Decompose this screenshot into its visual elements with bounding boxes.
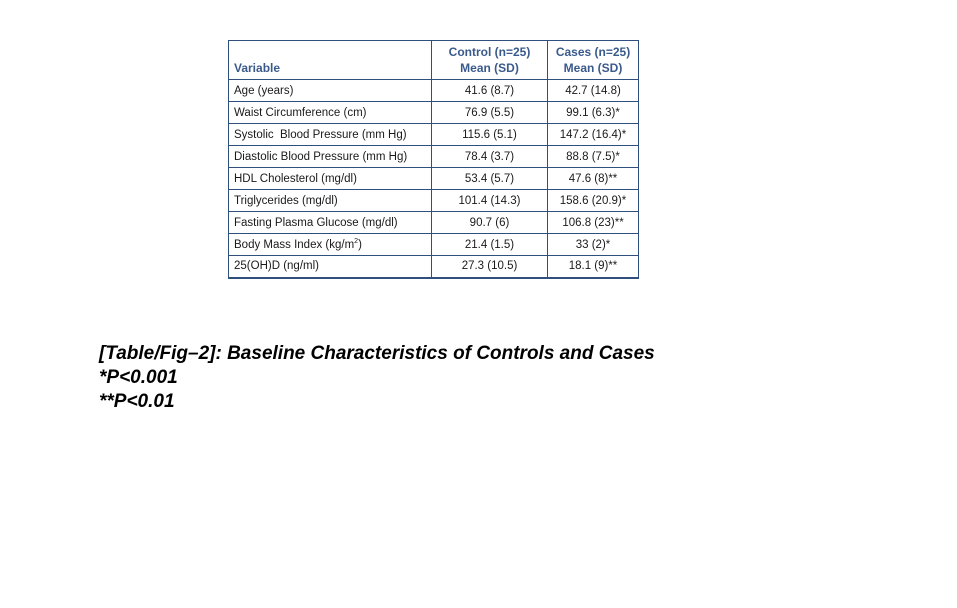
- cases-header-line2: Mean (SD): [563, 61, 623, 75]
- cases-cell: 42.7 (14.8): [548, 80, 639, 102]
- caption-note-p01: **P<0.01: [99, 391, 175, 412]
- control-column-header: [432, 41, 548, 80]
- table-row: [229, 124, 639, 146]
- variable-column-header: Variable: [229, 41, 432, 80]
- control-cell: 27.3 (10.5): [432, 256, 548, 278]
- table-row: [229, 146, 639, 168]
- table-row: [229, 80, 639, 102]
- bmi-label-suffix: ): [358, 238, 362, 251]
- control-cell: 21.4 (1.5): [432, 234, 548, 256]
- control-cell: 53.4 (5.7): [432, 168, 548, 190]
- variable-cell: HDL Cholesterol (mg/dl): [229, 168, 432, 190]
- table-row: [229, 190, 639, 212]
- variable-cell: Age (years): [229, 80, 432, 102]
- cases-cell: 47.6 (8)**: [548, 168, 639, 190]
- cases-cell: 147.2 (16.4)*: [548, 124, 639, 146]
- cases-header-line1: Cases (n=25): [555, 45, 631, 59]
- figure-caption: [99, 342, 655, 414]
- control-cell: 115.6 (5.1): [432, 124, 548, 146]
- table-row: [229, 102, 639, 124]
- table-row: [229, 212, 639, 234]
- control-cell: 76.9 (5.5): [432, 102, 548, 124]
- control-cell: 101.4 (14.3): [432, 190, 548, 212]
- table-row: [229, 234, 639, 256]
- table-header-row: [229, 41, 639, 80]
- variable-cell: Fasting Plasma Glucose (mg/dl): [229, 212, 432, 234]
- control-cell: 41.6 (8.7): [432, 80, 548, 102]
- cases-cell: 158.6 (20.9)*: [548, 190, 639, 212]
- bmi-label-superscript: 2: [354, 238, 359, 246]
- cases-cell: 106.8 (23)**: [548, 212, 639, 234]
- cases-column-header: [548, 41, 639, 80]
- bmi-label-prefix: Body Mass Index (kg/m: [234, 238, 355, 251]
- variable-cell: Systolic Blood Pressure (mm Hg): [229, 124, 432, 146]
- cases-cell: 88.8 (7.5)*: [548, 146, 639, 168]
- variable-cell: Triglycerides (mg/dl): [229, 190, 432, 212]
- variable-cell: Waist Circumference (cm): [229, 102, 432, 124]
- control-header-line2: Mean (SD): [460, 61, 519, 75]
- cases-cell: 99.1 (6.3)*: [548, 102, 639, 124]
- caption-note-p001: *P<0.001: [99, 367, 178, 388]
- table-row: [229, 256, 639, 278]
- table-row: [229, 168, 639, 190]
- control-cell: 90.7 (6): [432, 212, 548, 234]
- variable-cell: Diastolic Blood Pressure (mm Hg): [229, 146, 432, 168]
- baseline-characteristics-table: [228, 40, 639, 279]
- variable-cell: 25(OH)D (ng/ml): [229, 256, 432, 278]
- cases-cell: 33 (2)*: [548, 234, 639, 256]
- characteristics-table-container: [228, 40, 638, 279]
- variable-cell: [229, 234, 432, 256]
- cases-cell: 18.1 (9)**: [548, 256, 639, 278]
- control-header-line1: Control (n=25): [448, 45, 531, 59]
- caption-title: [Table/Fig–2]: Baseline Characteristics of Controls and Cases: [99, 343, 655, 364]
- control-cell: 78.4 (3.7): [432, 146, 548, 168]
